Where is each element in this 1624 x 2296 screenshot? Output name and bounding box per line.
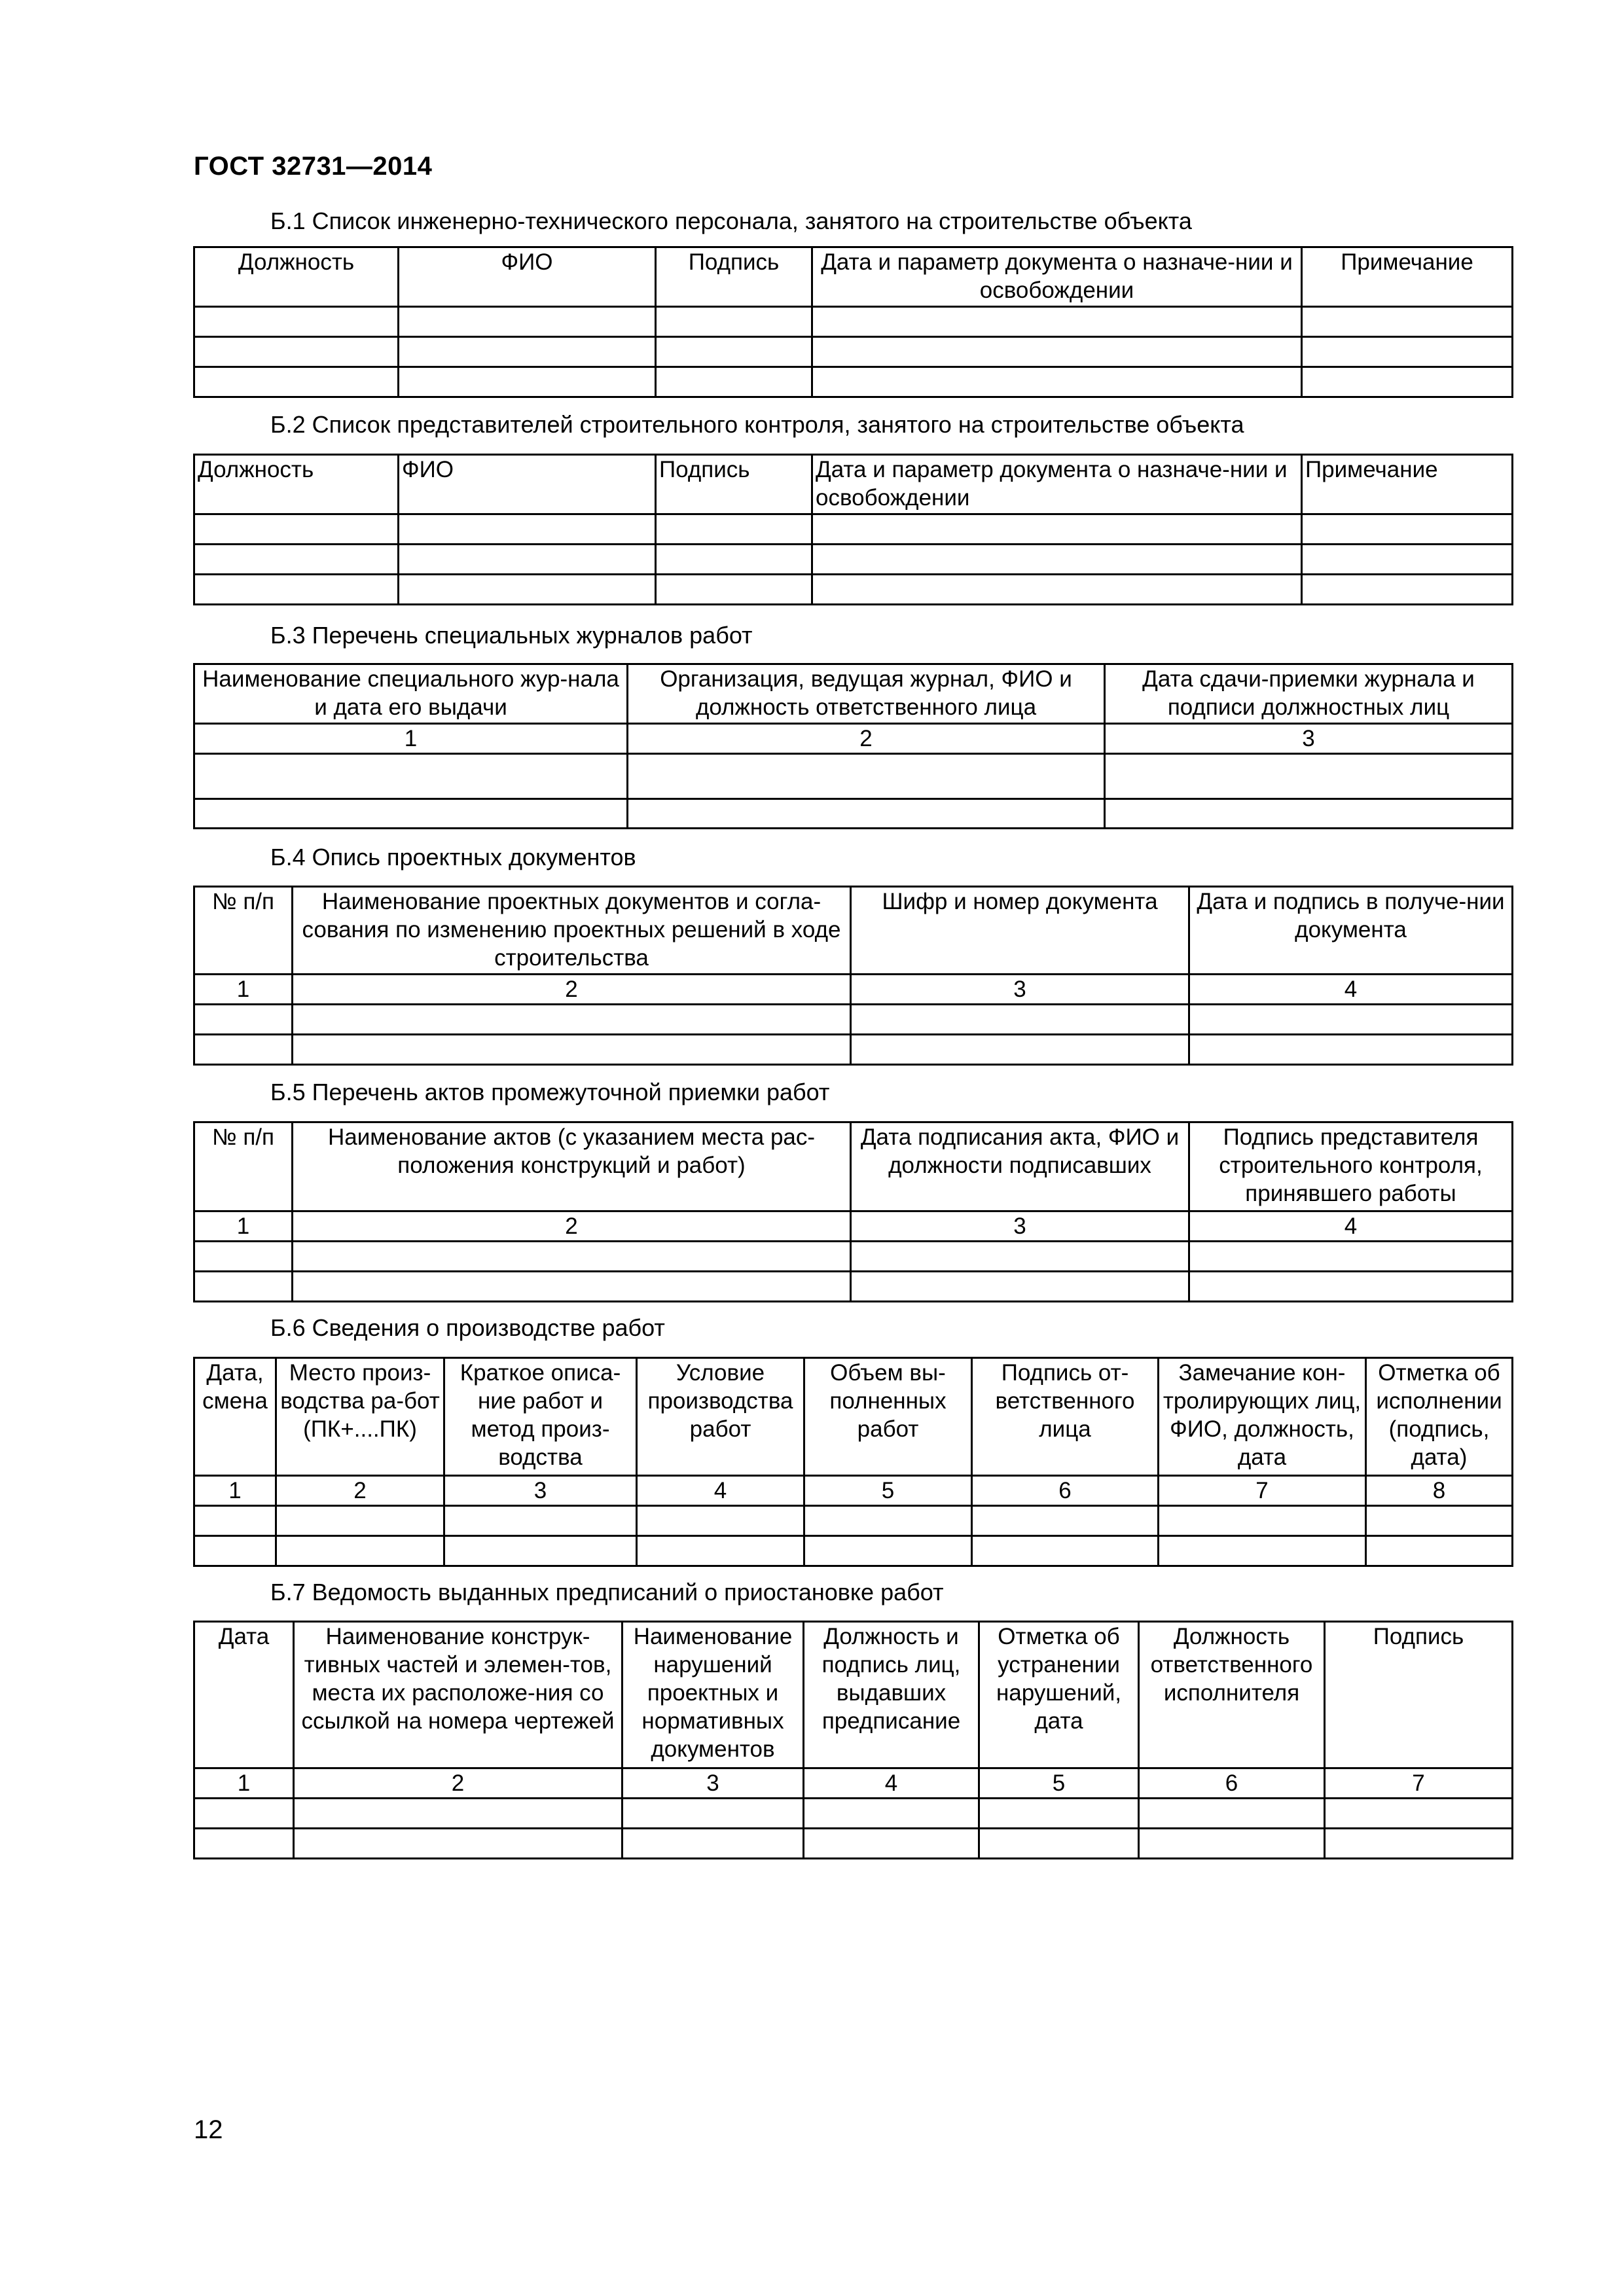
- table-b2: [193, 454, 1513, 605]
- table-b5-header-cell: Подпись представителя строительного контроля, принявшего работы: [1189, 1122, 1513, 1211]
- column-number: 7: [1325, 1768, 1513, 1799]
- column-number: 1: [194, 975, 293, 1005]
- table-b4: [193, 886, 1513, 1066]
- column-number: 4: [804, 1768, 979, 1799]
- table-b5-caption: Б.5 Перечень актов промежуточной приемки работ: [270, 1079, 830, 1105]
- column-number: 4: [637, 1476, 804, 1506]
- table-b2-header-cell: Примечание: [1302, 455, 1513, 514]
- table-b5: [193, 1121, 1513, 1302]
- table-b7-header-cell: Подпись: [1325, 1622, 1513, 1768]
- table-b6-caption: Б.6 Сведения о производстве работ: [270, 1314, 665, 1341]
- table-b6: [193, 1357, 1513, 1567]
- table-b3-header-cell: Дата сдачи-приемки журнала и подписи должностных лиц: [1105, 664, 1513, 724]
- table-b5-header-cell: Наименование актов (с указанием места рас-положения конструкций и работ): [293, 1122, 851, 1211]
- table-b1-header-cell: Должность: [194, 247, 399, 307]
- table-b1-header-cell: Примечание: [1302, 247, 1513, 307]
- table-b7-header-cell: Должность и подпись лиц, выдавших предписание: [804, 1622, 979, 1768]
- table-row: [194, 1506, 1513, 1536]
- table-row: [194, 754, 1513, 799]
- column-number: 7: [1159, 1476, 1366, 1506]
- table-b2-header-cell: Должность: [194, 455, 399, 514]
- column-number: 3: [623, 1768, 804, 1799]
- table-b7-header-cell: Наименование конструк-тивных частей и элемен-тов, места их расположе-ния со ссылкой на номера чертежей: [294, 1622, 623, 1768]
- table-b4-header-cell: Шифр и номер документа: [851, 887, 1189, 975]
- table-b4-header-cell: № п/п: [194, 887, 293, 975]
- table-row: [194, 1272, 1513, 1302]
- column-number: 3: [851, 975, 1189, 1005]
- column-number: 2: [276, 1476, 444, 1506]
- table-b3-header-cell: Наименование специального жур-нала и дата его выдачи: [194, 664, 628, 724]
- column-number: 4: [1189, 1211, 1513, 1242]
- table-b1-caption: Б.1 Список инженерно-технического персонала, занятого на строительстве объекта: [270, 207, 1192, 234]
- table-b7-caption: Б.7 Ведомость выданных предписаний о приостановке работ: [270, 1579, 944, 1605]
- table-row: [194, 575, 1513, 605]
- column-number: 3: [851, 1211, 1189, 1242]
- table-b6-header-cell: Условие производства работ: [637, 1358, 804, 1476]
- document-header: ГОСТ 32731—2014: [194, 152, 433, 181]
- column-number: 6: [1139, 1768, 1325, 1799]
- table-b6-header-cell: Замечание кон-тролирующих лиц, ФИО, должность, дата: [1159, 1358, 1366, 1476]
- table-b7-header-cell: Наименование нарушений проектных и нормативных документов: [623, 1622, 804, 1768]
- table-b2-header-cell: ФИО: [399, 455, 656, 514]
- table-b3-header-cell: Организация, ведущая журнал, ФИО и должность ответственного лица: [628, 664, 1105, 724]
- table-b6-header-cell: Отметка об исполнении (подпись, дата): [1366, 1358, 1513, 1476]
- table-b6-header-cell: Объем вы-полненных работ: [804, 1358, 972, 1476]
- column-number: 3: [444, 1476, 637, 1506]
- table-b5-header-cell: № п/п: [194, 1122, 293, 1211]
- table-b1-header-cell: Подпись: [656, 247, 812, 307]
- table-row: [194, 1035, 1513, 1065]
- table-row: [194, 337, 1513, 367]
- table-b1-header-cell: ФИО: [399, 247, 656, 307]
- page-number: 12: [194, 2115, 223, 2144]
- table-b6-header-cell: Место произ-водства ра-бот (ПК+....ПК): [276, 1358, 444, 1476]
- table-b7-header-cell: Дата: [194, 1622, 294, 1768]
- table-row: [194, 545, 1513, 575]
- table-b3-caption: Б.3 Перечень специальных журналов работ: [270, 622, 753, 649]
- table-b6-header-cell: Дата, смена: [194, 1358, 276, 1476]
- table-b7-header-cell: Должность ответственного исполнителя: [1139, 1622, 1325, 1768]
- column-number: 8: [1366, 1476, 1513, 1506]
- column-number: 2: [294, 1768, 623, 1799]
- table-b1: [193, 246, 1513, 398]
- table-row: [194, 307, 1513, 337]
- table-b5-header-cell: Дата подписания акта, ФИО и должности подписавших: [851, 1122, 1189, 1211]
- table-b2-caption: Б.2 Список представителей строительного контроля, занятого на строительстве объекта: [270, 411, 1244, 438]
- table-row: [194, 1536, 1513, 1566]
- column-number: 3: [1105, 724, 1513, 754]
- table-b4-header-cell: Наименование проектных документов и согла-сования по изменению проектных решений в ходе строительства: [293, 887, 851, 975]
- table-b2-header-cell: Подпись: [656, 455, 812, 514]
- table-b6-header-cell: Краткое описа-ние работ и метод произ-водства: [444, 1358, 637, 1476]
- table-row: [194, 1242, 1513, 1272]
- table-b6-header-cell: Подпись от-ветственного лица: [972, 1358, 1159, 1476]
- column-number: 2: [293, 1211, 851, 1242]
- table-b2-header-cell: Дата и параметр документа о назначе-нии и освобождении: [812, 455, 1302, 514]
- table-b3: [193, 663, 1513, 829]
- column-number: 1: [194, 1476, 276, 1506]
- table-row: [194, 367, 1513, 397]
- column-number: 1: [194, 1211, 293, 1242]
- column-number: 6: [972, 1476, 1159, 1506]
- table-row: [194, 799, 1513, 829]
- column-number: 4: [1189, 975, 1513, 1005]
- table-row: [194, 1005, 1513, 1035]
- table-row: [194, 1829, 1513, 1859]
- table-row: [194, 1799, 1513, 1829]
- table-row: [194, 514, 1513, 545]
- table-b7-header-cell: Отметка об устранении нарушений, дата: [979, 1622, 1139, 1768]
- column-number: 2: [293, 975, 851, 1005]
- column-number: 5: [804, 1476, 972, 1506]
- column-number: 2: [628, 724, 1105, 754]
- column-number: 5: [979, 1768, 1139, 1799]
- table-b4-header-cell: Дата и подпись в получе-нии документа: [1189, 887, 1513, 975]
- column-number: 1: [194, 724, 628, 754]
- table-b7: [193, 1621, 1513, 1859]
- table-b4-caption: Б.4 Опись проектных документов: [270, 844, 636, 870]
- column-number: 1: [194, 1768, 294, 1799]
- table-b1-header-cell: Дата и параметр документа о назначе-нии и освобождении: [812, 247, 1302, 307]
